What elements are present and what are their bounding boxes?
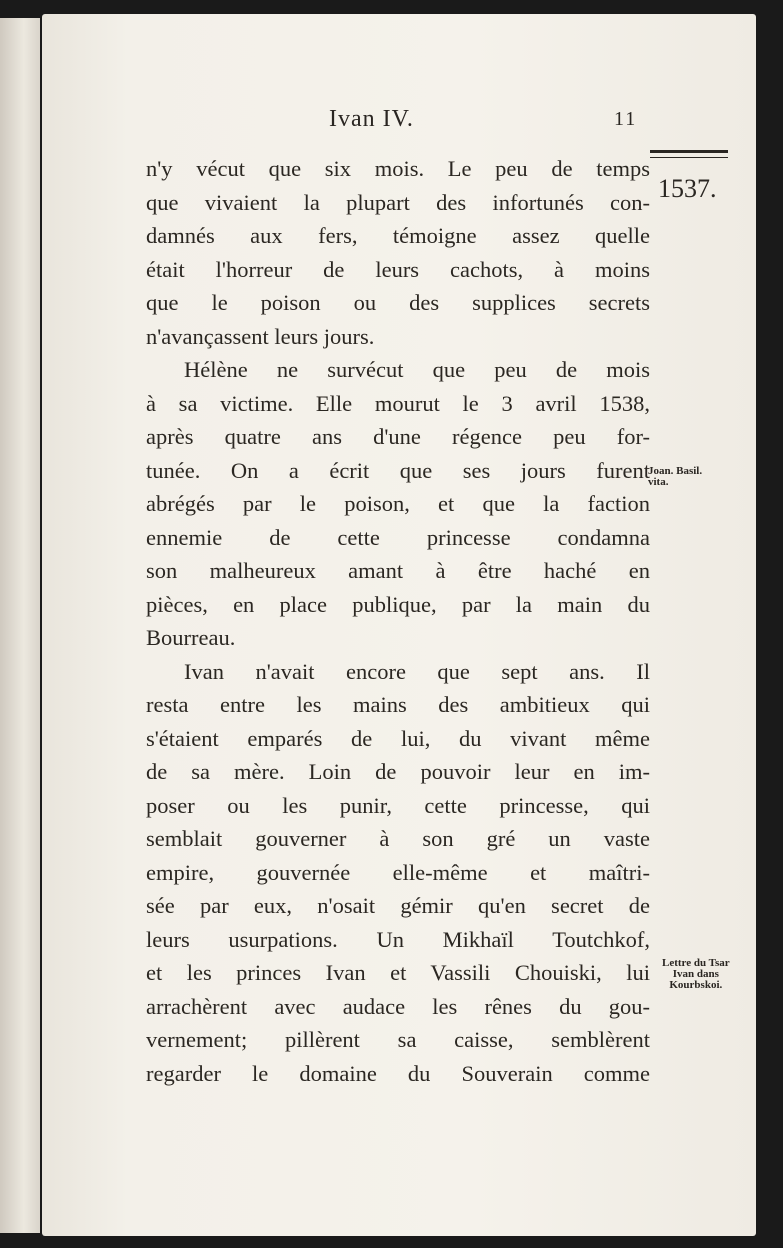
text-line: Ivan n'avait encore que sept ans. Il	[184, 658, 650, 684]
page-header	[42, 106, 756, 146]
text-line: damnés aux fers, témoigne assez quelle	[146, 223, 650, 248]
facing-page-edge	[0, 18, 40, 1233]
margin-note-line: Kourbskoi.	[669, 979, 723, 991]
text-line: que vivaient la plupart des infortunés con-	[146, 189, 650, 215]
text-line: arrachèrent avec audace les rênes du gou-	[146, 993, 650, 1019]
text-line: pièces, en place publique, par la main du	[146, 591, 650, 617]
margin-note-line: Ivan dans	[672, 968, 719, 980]
text-line: à sa victime. Elle mourut le 3 avril 1538,	[146, 390, 650, 416]
text-line: n'avançassent leurs jours.	[146, 323, 375, 349]
margin-note-line: vita.	[648, 476, 669, 488]
text-line: empire, gouvernée elle-même et maîtri-	[146, 859, 650, 885]
text-line: Hélène ne survécut que peu de mois	[184, 357, 650, 382]
text-line: et les princes Ivan et Vassili Chouiski, lui	[146, 960, 650, 985]
text-line: regarder le domaine du Souverain comme	[146, 1060, 650, 1086]
book-page	[42, 14, 756, 1236]
text-line: Bourreau.	[146, 625, 236, 650]
page-number: 11	[614, 108, 638, 130]
body-text	[146, 152, 650, 1090]
margin-note-line: Joan. Basil.	[648, 465, 703, 477]
margin-rule-thin	[650, 157, 728, 158]
text-line: sée par eux, n'osait gémir qu'en secret de	[146, 893, 650, 918]
text-line: semblait gouverner à son gré un vaste	[146, 826, 650, 851]
margin-note-vita	[648, 466, 702, 488]
text-line: tunée. On a écrit que ses jours furent	[146, 457, 650, 483]
text-line: après quatre ans d'une régence peu for-	[146, 424, 650, 449]
margin-year: 1537.	[658, 174, 717, 203]
text-line: vernement; pillèrent sa caisse, semblèrent	[146, 1027, 650, 1052]
margin-rule	[650, 150, 728, 153]
text-line: resta entre les mains des ambitieux qui	[146, 692, 650, 717]
text-line: ennemie de cette princesse condamna	[146, 524, 650, 550]
text-line: de sa mère. Loin de pouvoir leur en im-	[146, 759, 650, 784]
running-title: Ivan IV.	[329, 106, 414, 132]
text-line: leurs usurpations. Un Mikhaïl Toutchkof,	[146, 926, 650, 952]
text-line: poser ou les punir, cette princesse, qui	[146, 792, 650, 818]
text-line: abrégés par le poison, et que la faction	[146, 491, 650, 516]
margin-note-line: Lettre du Tsar	[662, 957, 730, 969]
text-line: était l'horreur de leurs cachots, à moins	[146, 256, 650, 282]
text-line: n'y vécut que six mois. Le peu de temps	[146, 156, 650, 181]
margin-note-letter	[662, 958, 730, 991]
text-line: s'étaient emparés de lui, du vivant même	[146, 725, 650, 751]
text-line: son malheureux amant à être haché en	[146, 558, 650, 583]
text-line: que le poison ou des supplices secrets	[146, 290, 650, 315]
